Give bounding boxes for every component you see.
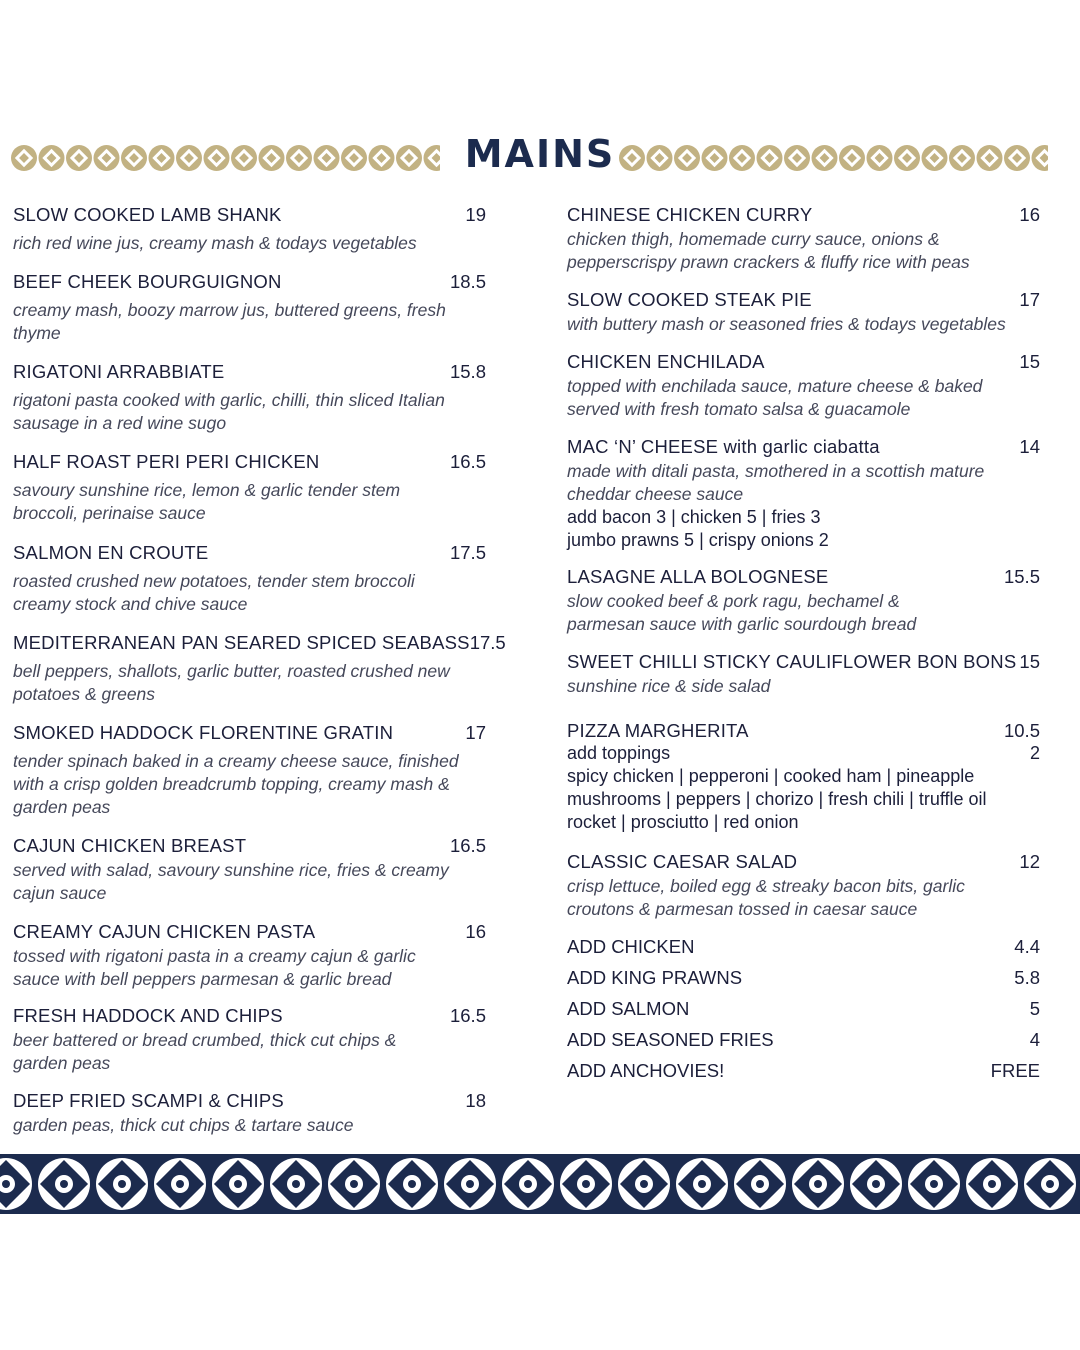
item-description: crisp lettuce, boiled egg & streaky bacon bits, garlic — [567, 876, 965, 896]
item-price: 17.5 — [469, 632, 506, 653]
item-extras: rocket | prosciutto | red onion — [567, 812, 799, 832]
item-description: potatoes & greens — [13, 684, 156, 704]
menu-item — [13, 1005, 486, 1075]
ornament-tile — [647, 145, 673, 171]
item-description: with a crisp golden breadcrumb topping, creamy mash & — [13, 774, 450, 794]
menu-header — [0, 126, 1080, 190]
band-tile — [96, 1158, 148, 1210]
band-tile — [792, 1158, 844, 1210]
menu-item — [567, 351, 1040, 421]
item-price: 17.5 — [449, 542, 486, 563]
menu-item — [13, 722, 486, 819]
item-description: bell peppers, shallots, garlic butter, roasted crushed new — [13, 661, 450, 681]
ornament-tile — [894, 145, 920, 171]
item-description: garden peas — [13, 797, 111, 817]
item-description: topped with enchilada sauce, mature cheese & baked — [567, 376, 983, 396]
addons-list — [567, 936, 1040, 1091]
ornament-tile — [839, 145, 865, 171]
item-description: cajun sauce — [13, 883, 107, 903]
item-extras: spicy chicken | pepperoni | cooked ham | pineapple — [567, 766, 975, 786]
item-description: roasted crushed new potatoes, tender stem broccoli — [13, 571, 415, 591]
item-description: creamy stock and chive sauce — [13, 594, 248, 614]
addon-row — [567, 1060, 1040, 1091]
page-title: MAINS — [464, 132, 616, 176]
ornament-tile — [674, 145, 700, 171]
band-tile — [212, 1158, 264, 1210]
ornament-tile — [757, 145, 783, 171]
item-description: with buttery mash or seasoned fries & todays vegetables — [567, 314, 1006, 334]
item-price: 17 — [465, 722, 486, 743]
item-extras: mushrooms | peppers | chorizo | fresh chili | truffle oil — [567, 789, 987, 809]
band-tile — [676, 1158, 728, 1210]
menu-item — [13, 361, 486, 435]
band-tile — [908, 1158, 960, 1210]
band-tile — [1024, 1158, 1076, 1210]
band-tile — [270, 1158, 322, 1210]
menu-item — [13, 451, 486, 525]
item-price: 14 — [1019, 436, 1040, 457]
navy-tile-border — [0, 1154, 1080, 1214]
band-tile — [560, 1158, 612, 1210]
item-description: croutons & parmesan tossed in caesar sauce — [567, 899, 918, 919]
item-extras: add bacon 3 | chicken 5 | fries 3 — [567, 507, 821, 527]
item-price: 19 — [465, 204, 486, 225]
item-name: MEDITERRANEAN PAN SEARED SPICED SEABASS — [13, 632, 470, 653]
item-name: CLASSIC CAESAR SALAD — [567, 851, 798, 872]
item-description: chicken thigh, homemade curry sauce, onions & — [567, 229, 940, 249]
band-tile — [444, 1158, 496, 1210]
item-price: 18.5 — [449, 271, 486, 292]
addon-name: ADD SEASONED FRIES — [567, 1029, 774, 1050]
item-description: rich red wine jus, creamy mash & todays vegetables — [13, 233, 417, 253]
addon-row — [567, 998, 1040, 1029]
menu-item — [567, 651, 1040, 698]
item-name: CAJUN CHICKEN BREAST — [13, 835, 247, 856]
menu-item — [567, 436, 1040, 552]
item-name: CHINESE CHICKEN CURRY — [567, 204, 813, 225]
band-tile — [154, 1158, 206, 1210]
item-price: 17 — [1019, 289, 1040, 310]
item-description: tossed with rigatoni pasta in a creamy cajun & garlic — [13, 946, 416, 966]
menu-item — [567, 204, 1040, 274]
item-name: SWEET CHILLI STICKY CAULIFLOWER BON BONS — [567, 651, 1017, 672]
item-name: CREAMY CAJUN CHICKEN PASTA — [13, 921, 316, 942]
item-price: 15.8 — [449, 361, 486, 382]
item-price: 16.5 — [449, 1005, 486, 1026]
ornament-tile — [1004, 145, 1030, 171]
ornament-tile — [1032, 145, 1049, 171]
item-description: beer battered or bread crumbed, thick cut chips & — [13, 1030, 397, 1050]
menu-item — [13, 204, 486, 255]
item-name: SLOW COOKED STEAK PIE — [567, 289, 812, 310]
item-description: thyme — [13, 323, 61, 343]
menu-item — [13, 271, 486, 345]
ornament-tile — [867, 145, 893, 171]
ornament-tile — [977, 145, 1003, 171]
addon-row — [567, 1029, 1040, 1060]
item-description: garden peas, thick cut chips & tartare sauce — [13, 1115, 354, 1135]
item-price: 16 — [465, 921, 486, 942]
item-price: 16 — [1019, 204, 1040, 225]
gold-ornament-right — [618, 134, 1048, 182]
addon-row — [567, 936, 1040, 967]
item-price: 16.5 — [449, 835, 486, 856]
menu-item — [13, 1090, 486, 1137]
item-extras: jumbo prawns 5 | crispy onions 2 — [567, 530, 829, 550]
addon-name: ADD KING PRAWNS — [567, 967, 743, 988]
item-description: sunshine rice & side salad — [567, 676, 771, 696]
ornament-tile — [922, 145, 948, 171]
item-description: savoury sunshine rice, lemon & garlic tender stem — [13, 480, 401, 500]
ornament-tile — [949, 145, 975, 171]
item-name: BEEF CHEEK BOURGUIGNON — [13, 271, 282, 292]
addon-name: ADD CHICKEN — [567, 936, 695, 957]
addon-row — [567, 967, 1040, 998]
item-price: 15 — [1019, 351, 1040, 372]
item-description: parmesan sauce with garlic sourdough bread — [567, 614, 917, 634]
ornament-tile — [702, 145, 728, 171]
item-description: served with salad, savoury sunshine rice, fries & creamy — [13, 860, 449, 880]
ornament-tile — [784, 145, 810, 171]
item-description: garden peas — [13, 1053, 111, 1073]
menu-item — [13, 835, 486, 905]
band-tile — [328, 1158, 380, 1210]
band-tile — [850, 1158, 902, 1210]
item-name: SALMON EN CROUTE — [13, 542, 209, 563]
item-name: MAC ‘N’ CHEESE with garlic ciabatta — [567, 436, 880, 457]
menu-item — [567, 851, 1040, 921]
item-name: LASAGNE ALLA BOLOGNESE — [567, 566, 829, 587]
item-price: 16.5 — [449, 451, 486, 472]
item-description: broccoli, perinaise sauce — [13, 503, 206, 523]
item-name: FRESH HADDOCK AND CHIPS — [13, 1005, 283, 1026]
addon-name: ADD SALMON — [567, 998, 690, 1019]
item-description: tender spinach baked in a creamy cheese sauce, finished — [13, 751, 459, 771]
item-name: HALF ROAST PERI PERI CHICKEN — [13, 451, 320, 472]
menu-item — [13, 542, 486, 616]
item-description: sausage in a red wine sugo — [13, 413, 227, 433]
menu-item — [13, 632, 506, 706]
item-name: DEEP FRIED SCAMPI & CHIPS — [13, 1090, 284, 1111]
toppings-label: add toppings — [567, 743, 671, 763]
menu-item — [567, 566, 1040, 636]
addon-price: 4 — [1029, 1029, 1040, 1050]
band-tile — [502, 1158, 554, 1210]
band-tile — [38, 1158, 90, 1210]
item-price: 15 — [1019, 651, 1040, 672]
addon-name: ADD ANCHOVIES! — [567, 1060, 725, 1081]
band-tile — [386, 1158, 438, 1210]
menu-item — [567, 720, 1040, 834]
item-price: 10.5 — [1003, 720, 1040, 741]
item-description: cheddar cheese sauce — [567, 484, 744, 504]
addon-price: FREE — [990, 1060, 1040, 1081]
item-name: RIGATONI ARRABBIATE — [13, 361, 225, 382]
band-tile — [966, 1158, 1018, 1210]
ornament-tile — [729, 145, 755, 171]
item-description: served with fresh tomato salsa & guacamole — [567, 399, 911, 419]
band-tile — [618, 1158, 670, 1210]
item-price: 15.5 — [1003, 566, 1040, 587]
ornament-tile — [619, 145, 645, 171]
item-description: slow cooked beef & pork ragu, bechamel & — [567, 591, 900, 611]
ornament-tile — [812, 145, 838, 171]
item-description: made with ditali pasta, smothered in a scottish mature — [567, 461, 985, 481]
addon-price: 5.8 — [1014, 967, 1040, 988]
item-name: SLOW COOKED LAMB SHANK — [13, 204, 282, 225]
item-name: PIZZA MARGHERITA — [567, 720, 749, 741]
menu-item — [567, 289, 1040, 336]
band-tile — [734, 1158, 786, 1210]
toppings-price: 2 — [1029, 743, 1040, 763]
addon-price: 5 — [1029, 998, 1040, 1019]
item-description: pepperscrispy prawn crackers & fluffy rice with peas — [567, 252, 970, 272]
menu-item — [13, 921, 486, 991]
addon-price: 4.4 — [1014, 936, 1040, 957]
item-name: CHICKEN ENCHILADA — [567, 351, 765, 372]
item-description: sauce with bell peppers parmesan & garlic bread — [13, 969, 392, 989]
item-description: rigatoni pasta cooked with garlic, chilli, thin sliced Italian — [13, 390, 445, 410]
item-description: creamy mash, boozy marrow jus, buttered greens, fresh — [13, 300, 446, 320]
item-name: SMOKED HADDOCK FLORENTINE GRATIN — [13, 722, 394, 743]
item-price: 12 — [1019, 851, 1040, 872]
item-price: 18 — [465, 1090, 486, 1111]
